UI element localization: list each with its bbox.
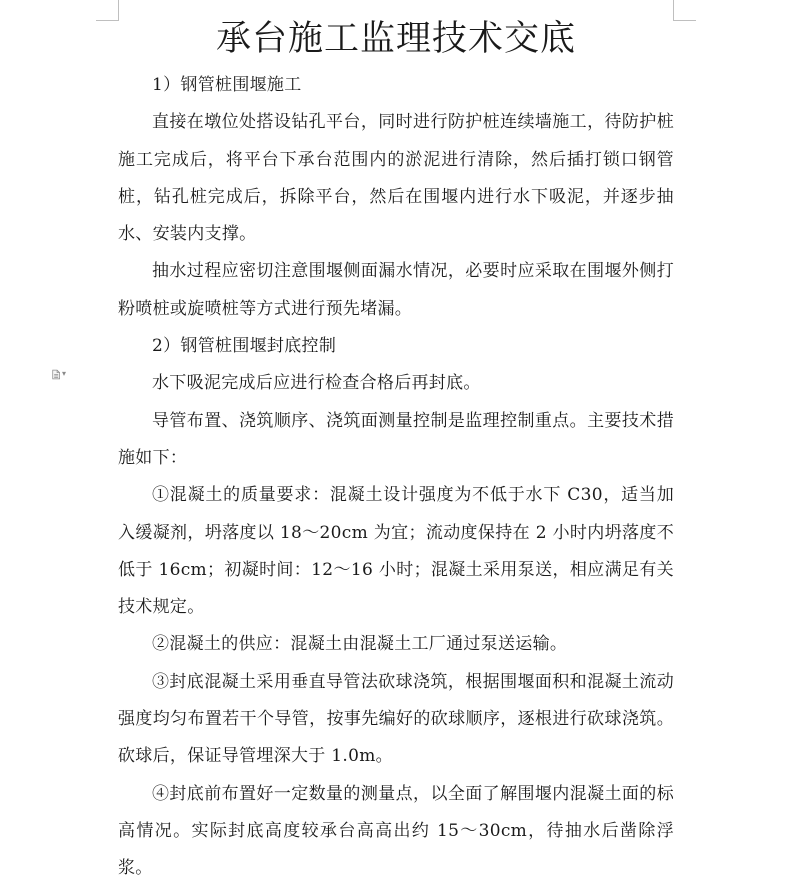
paragraph: 水下吸泥完成后应进行检查合格后再封底。 xyxy=(152,373,481,394)
caret-down-icon: ▾ xyxy=(61,369,66,378)
page-corner-mark-top-right xyxy=(673,0,696,21)
document-icon[interactable] xyxy=(52,367,66,381)
document-glyph-icon xyxy=(52,368,60,381)
list-item: ③封底混凝土采用垂直导管法砍球浇筑，根据围堰面积和混凝土流动强度均匀布置若干个导管，按事先编好的砍球顺序，逐根进行砍球浇筑。砍球后，保证导管埋深大于 1.0m。 xyxy=(118,671,674,767)
paragraph: 抽水过程应密切注意围堰侧面漏水情况，必要时应采取在围堰外侧打粉喷桩或旋喷桩等方式进行预先堵漏。 xyxy=(118,261,674,319)
paragraph: 导管布置、浇筑顺序、浇筑面测量控制是监理控制重点。主要技术措施如下： xyxy=(118,410,674,468)
document-title: 承台施工监理技术交底 xyxy=(215,19,576,59)
document-body xyxy=(118,67,674,888)
list-item: ①混凝土的质量要求：混凝土设计强度为不低于水下 C30，适当加入缓凝剂，坍落度以 18～20cm 为宜；流动度保持在 2 小时内坍落度不低于 16cm；初凝时间：12～16 小时；混凝土采用泵送，相应满足有关技术规定。 xyxy=(118,485,674,618)
heading-2: 2）钢管桩围堰封底控制 xyxy=(152,336,337,357)
list-item: ②混凝土的供应：混凝土由混凝土工厂通过泵送运输。 xyxy=(152,634,568,655)
document-page xyxy=(118,0,674,888)
heading-1: 1）钢管桩围堰施工 xyxy=(152,75,302,95)
paragraph: 直接在墩位处搭设钻孔平台，同时进行防护桩连续墙施工，待防护桩施工完成后，将平台下承台范围内的淤泥进行清除，然后插打锁口钢管桩，钻孔桩完成后，拆除平台，然后在围堰内进行水下吸泥，并逐步抽水、安装内支撑。 xyxy=(118,112,674,245)
page-corner-mark-top-left xyxy=(96,0,119,21)
list-item: ④封底前布置好一定数量的测量点，以全面了解围堰内混凝土面的标高情况。实际封底高度较承台高高出约 15～30cm，待抽水后凿除浮浆。 xyxy=(118,783,674,879)
